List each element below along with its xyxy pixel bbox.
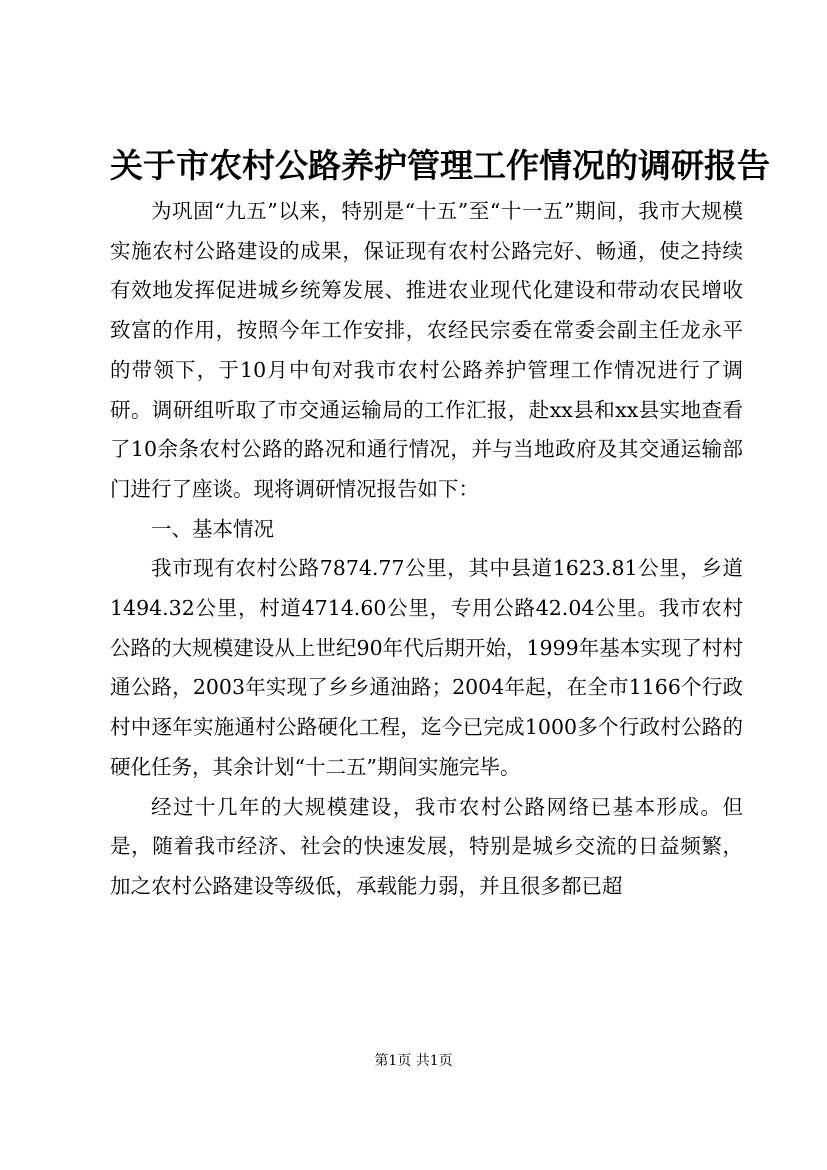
section-heading-basic-situation: 一、基本情况 bbox=[151, 516, 274, 541]
paragraph-road-statistics: 我市现有农村公路7874.77公里，其中县道1623.81公里，乡道1494.32公里，村道4714.60公里，专用公路42.04公里。我市农村公路的大规模建设从上世纪90年代后期开始，1999年基本实现了村村通公路，2003年实现了乡乡通油路；2004年起，在全市1166个行政村中逐年实施通村公路硬化工程，迄今已完成1000多个行政村公路的硬化任务，其余计划“十二五”期间实施完毕。 bbox=[110, 556, 743, 779]
page-footer: 第1页 共1页 bbox=[374, 1053, 453, 1069]
document-body bbox=[110, 192, 743, 907]
paragraph-network-status: 经过十几年的大规模建设，我市农村公路网络已基本形成。但是，随着我市经济、社会的快速发展，特别是城乡交流的日益频繁，加之农村公路建设等级低，承载能力弱，并且很多都已超 bbox=[110, 794, 743, 898]
document-title: 关于市农村公路养护管理工作情况的调研报告 bbox=[110, 146, 770, 185]
paragraph-intro: 为巩固“九五”以来，特别是“十五”至“十一五”期间，我市大规模实施农村公路建设的成果，保证现有农村公路完好、畅通，使之持续有效地发挥促进城乡统筹发展、推进农业现代化建设和带动农民增收致富的作用，按照今年工作安排，农经民宗委在常委会副主任龙永平的带领下，于10月中旬对我市农村公路养护管理工作情况进行了调研。调研组听取了市交通运输局的工作汇报，赴xx县和xx县实地查看了10余条农村公路的路况和通行情况，并与当地政府及其交通运输部门进行了座谈。现将调研情况报告如下： bbox=[110, 199, 743, 501]
